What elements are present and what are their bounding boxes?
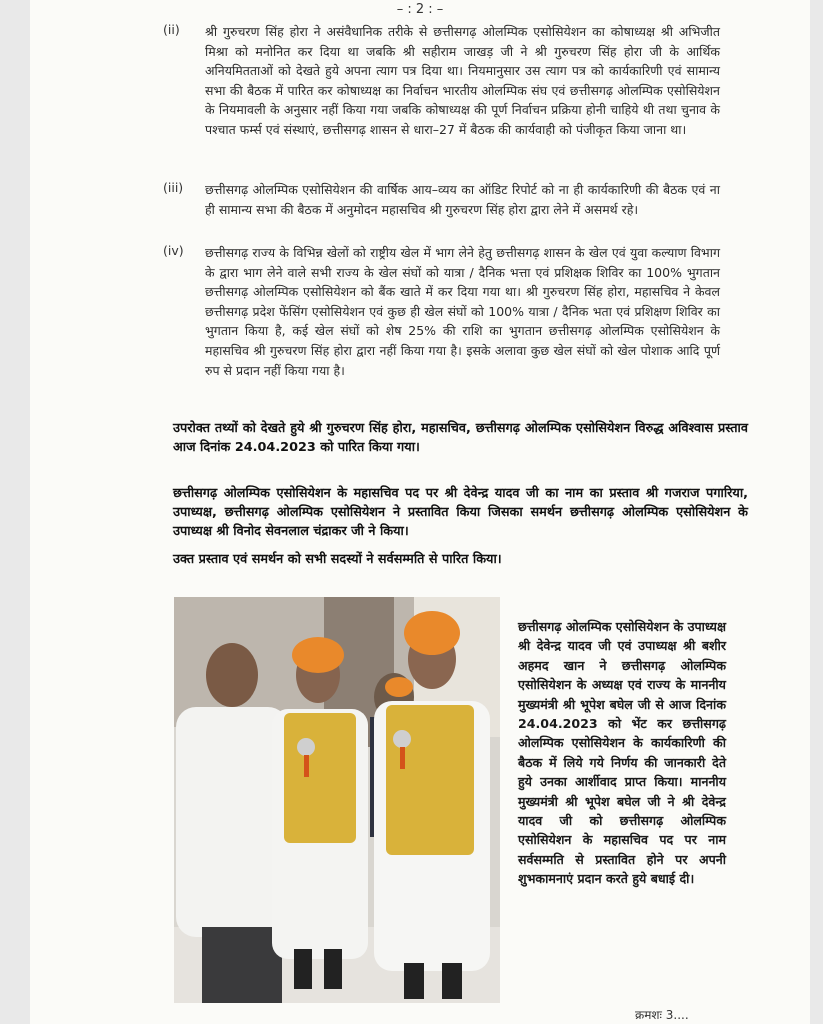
resolution-approval: उक्त प्रस्ताव एवं समर्थन को सभी सदस्यों ने सर्वसम्मति से पारित किया। xyxy=(173,552,502,567)
page-number: – : 2 : – xyxy=(396,2,444,17)
item-number: (ii) xyxy=(163,22,180,37)
group-photo xyxy=(174,597,500,1003)
continued-footer: क्रमशः 3.... xyxy=(635,1008,689,1022)
photo-caption: छत्तीसगढ़ ओलम्पिक एसोसियेशन के उपाध्यक्ष श्री देवेन्द्र यादव जी एवं उपाध्यक्ष श्री बशीर अहमद खान ने छत्तीसगढ़ ओलम्पिक एसोसियेशन के अध्यक्ष एवं राज्य के माननीय मुख्यमंत्री श्री भूपेश बघेल जी से आज दिनांक 24.04.2023 को भेंट कर छत्तीसगढ़ ओलम्पिक एसोसियेशन के कार्यकारिणी की बैठक में लिये गये निर्णय की जानकारी देते हुये उनका आर्शीवाद प्राप्त किया। माननीय मुख्यमंत्री श्री भूपेश बघेल जी ने श्री देवेन्द्र यादव जी को छत्तीसगढ़ ओलम्पिक एसोसियेशन के महासचिव पद पर नाम सर्वसम्मति से प्रस्तावित होने पर अपनी शुभकामनाएं प्रदान करते हुये बधाई दी। xyxy=(518,619,726,887)
document-page xyxy=(30,0,810,1024)
item-text: श्री गुरुचरण सिंह होरा ने असंवैधानिक तरीके से छत्तीसगढ़ ओलम्पिक एसोसियेशन का कोषाध्यक्ष श्री अभिजीत मिश्रा को मनोनित कर दिया था जबकि श्री सहीराम जाखड़ जी ने श्री गुरुचरण सिंह होरा जी के आर्थिक अनियमितताओं को देखते हुये अपना त्याग पत्र दिया था। नियमानुसार उस त्याग पत्र को कार्यकारिणी एवं सामान्य सभा की बैठक में पारित कर कोषाध्यक्ष का निर्वाचन भारतीय ओलम्पिक संघ एवं छत्तीसगढ़ ओलम्पिक एसोसियेशन के नियमावली के अनुसार नहीं किया गया जबकि कोषाध्यक्ष की पूर्ण निर्वाचन प्रक्रिया होनी चाहिये थी तथा चुनाव के पश्चात फर्म्स एवं संस्थाएं, छत्तीसगढ़ शासन से धारा–27 में बैठक की कार्यवाही को पंजीकृत किया जाना था। xyxy=(205,24,720,137)
photo-illustration xyxy=(174,597,500,1003)
list-item-ii xyxy=(163,22,720,140)
list-item-iv xyxy=(163,243,720,380)
item-text: छत्तीसगढ़ राज्य के विभिन्न खेलों को राष्ट्रीय खेल में भाग लेने हेतु छत्तीसगढ़ शासन के खेल एवं युवा कल्याण विभाग के द्वारा भाग लेने वाले सभी राज्य के खेल संघों को यात्रा / दैनिक भत्ता एवं प्रशिक्षक शिविर का 100% भुगतान छत्तीसगढ़ ओलम्पिक एसोसियेशन को बैंक खाते में कर दिया गया था। श्री गुरुचरण सिंह होरा, महासचिव ने केवल छत्तीसगढ़ प्रदेश फेंसिंग एसोसियेशन एवं कुछ ही खेल संघों को 100% यात्रा / दैनिक भता एवं प्रशिक्षण शिविर का भुगतान किया है, कई खेल संघों को शेष 25% की राशि का भुगतान छत्तीसगढ़ ओलम्पिक एसोसियेशन के महासचिव श्री गुरुचरण सिंह होरा द्वारा नहीं किया गया है। इसके अलावा कुछ खेल संघों को खेल पोशाक आदि पूर्ण रुप से प्रदान नहीं किया गया है। xyxy=(205,245,720,378)
item-number: (iv) xyxy=(163,243,184,258)
resolution-no-confidence: उपरोक्त तथ्यों को देखते हुये श्री गुरुचरण सिंह होरा, महासचिव, छत्तीसगढ़ ओलम्पिक एसोसियेशन विरुद्ध अविश्वास प्रस्ताव आज दिनांक 24.04.2023 को पारित किया गया। xyxy=(173,421,748,455)
item-number: (iii) xyxy=(163,180,184,195)
item-text: छत्तीसगढ़ ओलम्पिक एसोसियेशन की वार्षिक आय–व्यय का ऑडिट रिपोर्ट को ना ही कार्यकारिणी की बैठक एवं ना ही सामान्य सभा की बैठक में अनुमोदन महासचिव श्री गुरुचरण सिंह होरा द्वारा लेने में असमर्थ रहे। xyxy=(205,182,720,217)
list-item-iii xyxy=(163,180,720,219)
resolution-proposal: छत्तीसगढ़ ओलम्पिक एसोसियेशन के महासचिव पद पर श्री देवेन्द्र यादव जी का नाम का प्रस्ताव श्री गजराज पगारिया, उपाध्यक्ष, छत्तीसगढ़ ओलम्पिक एसोसियेशन ने प्रस्तावित किया जिसका समर्थन छत्तीसगढ़ ओलम्पिक एसोसियेशन के उपाध्यक्ष श्री विनोद सेवनलाल चंद्राकर जी ने किया। xyxy=(173,486,748,539)
